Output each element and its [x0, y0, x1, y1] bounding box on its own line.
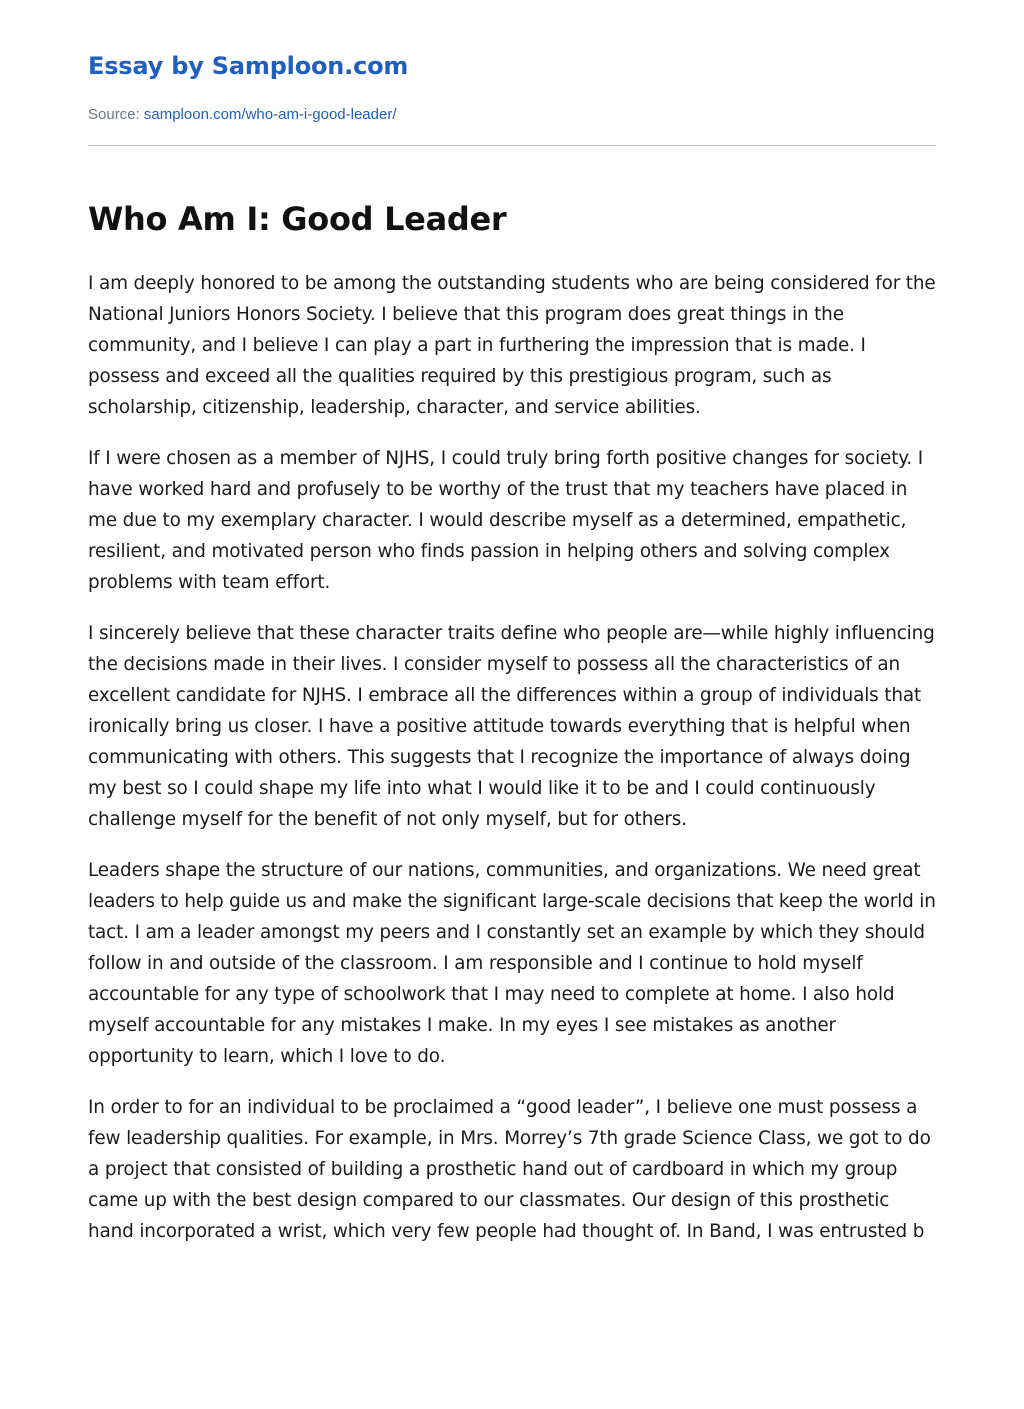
- essay-paragraph: In order to for an individual to be proclaimed a “good leader”, I believe one must possess a few leadership qualities. For example, in Mrs. Morrey’s 7th grade Science Class, we got to do a project that consisted of building a prosthetic hand out of cardboard in which my group came up with the best design compared to our classmates. Our design of this prosthetic hand incorporated a wrist, which very few people had thought of. In Band, I was entrusted b: [88, 1097, 931, 1242]
- essay-paragraph: If I were chosen as a member of NJHS, I could truly bring forth positive changes for society. I have worked hard and profusely to be worthy of the trust that my teachers have placed in me due to my exemplary character. I would describe myself as a determined, empathetic, resilient, and motivated person who finds passion in helping others and solving complex problems with team effort.: [88, 448, 924, 593]
- essay-body: [88, 268, 936, 1267]
- essay-title: Who Am I: Good Leader: [88, 200, 507, 238]
- source-label: Source:: [88, 106, 140, 123]
- essay-paragraph: I sincerely believe that these character traits define who people are—while highly influencing the decisions made in their lives. I consider myself to possess all the characteristics of an excellent candidate for NJHS. I embrace all the differences within a group of individuals that ironically bring us closer. I have a positive attitude towards everything that is helpful when communicating with others. This suggests that I recognize the importance of always doing my best so I could shape my life into what I would like it to be and I could continuously challenge myself for the benefit of not only myself, but for others.: [88, 623, 935, 830]
- source-line: [88, 106, 397, 123]
- header-divider: [88, 145, 936, 146]
- essay-paragraph: Leaders shape the structure of our nations, communities, and organizations. We need great leaders to help guide us and make the significant large-scale decisions that keep the world in tact. I am a leader amongst my peers and I constantly set an example by which they should follow in and outside of the classroom. I am responsible and I continue to hold myself accountable for any type of schoolwork that I may need to complete at home. I also hold myself accountable for any mistakes I make. In my eyes I see mistakes as another opportunity to learn, which I love to do.: [88, 860, 936, 1067]
- essay-paragraph: I am deeply honored to be among the outstanding students who are being considered for the National Juniors Honors Society. I believe that this program does great things in the community, and I believe I can play a part in furthering the impression that is made. I possess and exceed all the qualities required by this prestigious program, such as scholarship, citizenship, leadership, character, and service abilities.: [88, 273, 936, 418]
- site-brand[interactable]: Essay by Samploon.com: [88, 52, 409, 80]
- source-link[interactable]: samploon.com/who-am-i-good-leader/: [143, 106, 397, 123]
